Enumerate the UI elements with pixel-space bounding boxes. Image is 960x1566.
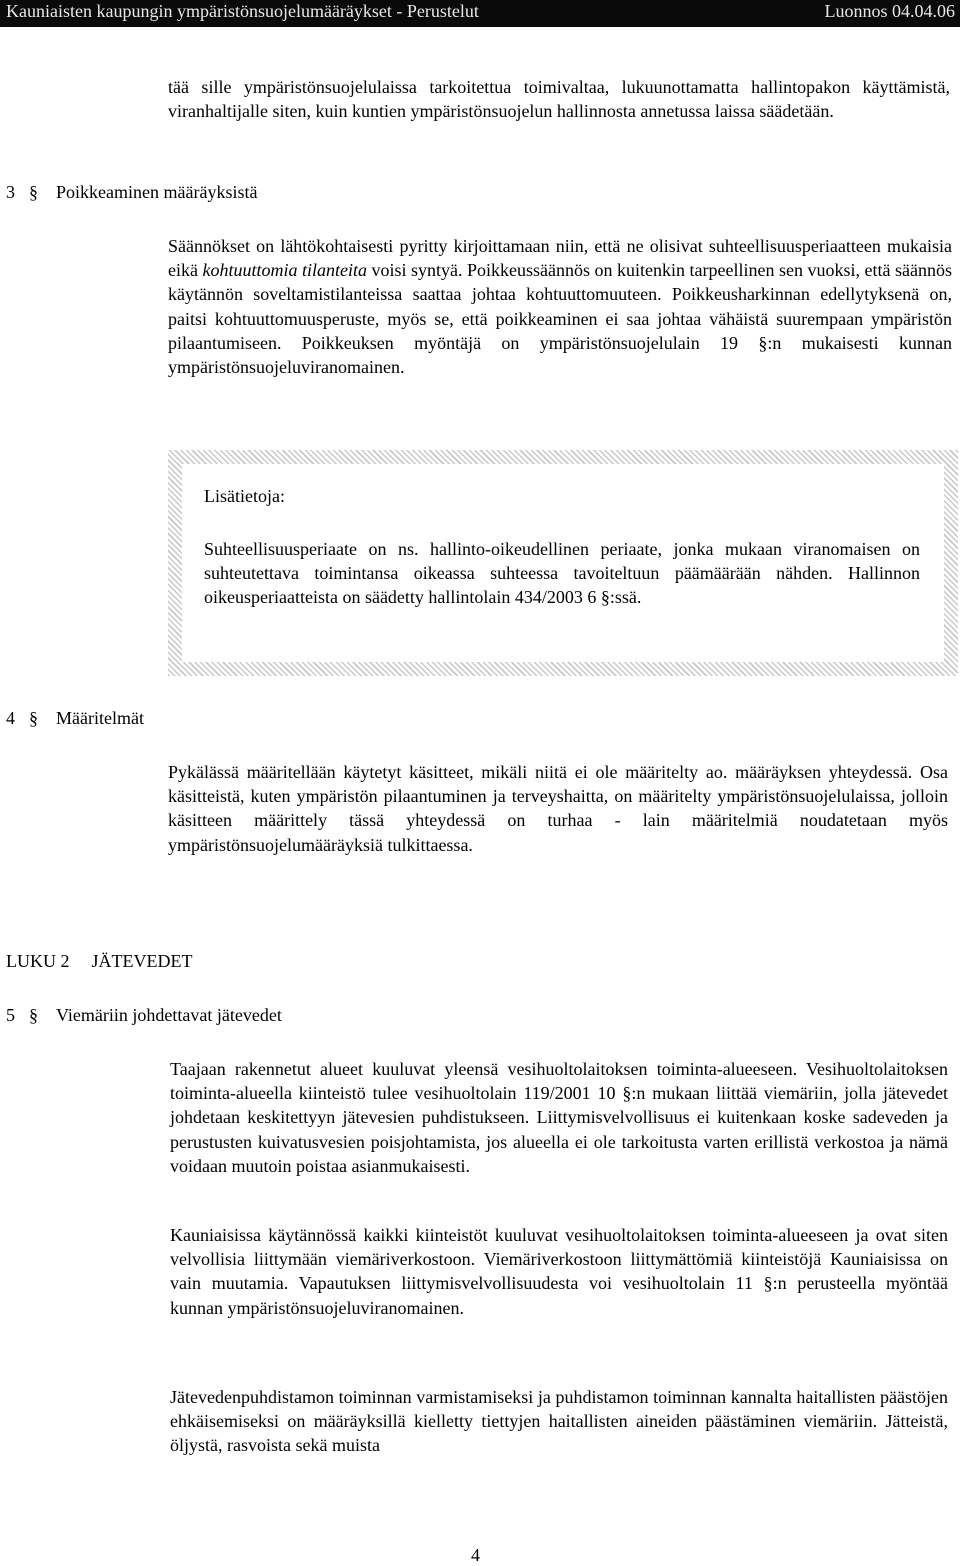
text-run: voisi syntyä. Poikkeussäännös on kuitenkin tarpeellinen sen vuoksi, että säännös käytännön soveltamistilanteissa saattaa johtaa kohtuuttomuuteen. Poikkeusharkinnan edellytyksenä on, paitsi kohtuuttomuusperuste, myös se, että poikkeaminen ei saa johtaa vähäistä suurempaan ympäristön pilaantumiseen. Poikkeuksen myöntäjä on ympäristönsuojelulain 19 §:n mukaisesti kunnan ympäristönsuojeluviranomainen. — [168, 260, 952, 378]
page-number: 4 — [471, 1545, 480, 1565]
section-4-paragraph: Pykälässä määritellään käytetyt käsitteet, mikäli niitä ei ole määritelty ao. määräyksen yhteydessä. Osa käsitteistä, kuten ympäristön pilaantuminen ja terveyshaitta, on määritelty ympäristönsuojelulaissa, jolloin käsitteen määrittely tässä yhteydessä on turhaa - lain määritelmiä noudatetaan myös ympäristönsuojelumääräyksiä tulkittaessa. — [168, 762, 948, 855]
document-header — [0, 0, 960, 27]
section-3-paragraph — [168, 234, 952, 379]
section-title: Määritelmät — [56, 708, 144, 728]
section-title: Poikkeaminen määräyksistä — [56, 182, 258, 202]
section-5-paragraph-1: Taajaan rakennetut alueet kuuluvat yleensä vesihuoltolaitoksen toiminta-alueeseen. Vesihuoltolaitoksen toiminta-alueella kiinteistö tulee vesihuoltolain 119/2001 10 §:n mukaan liittää viemäriin, jolla jätevedet johdetaan keskitettyyn jätevesien puhdistukseen. Liittymisvelvollisuus ei kuitenkaan koske sadeveden ja perustusten kuivatusvesien poisjohtamista, jos alueella ei ole tarkoitusta varten erillistä verkostoa ja nämä voidaan muutoin poistaa asianmukaisesti. — [170, 1059, 948, 1176]
section-5-paragraph-3: Jätevedenpuhdistamon toiminnan varmistamiseksi ja puhdistamon toiminnan kannalta haitallisten päästöjen ehkäisemiseksi on määräyksillä kielletty tiettyjen haitallisten aineiden päästäminen viemäriin. Jätteistä, öljystä, rasvoista sekä muista — [170, 1387, 948, 1456]
section-5-paragraph-2: Kauniaisissa käytännössä kaikki kiinteistöt kuuluvat vesihuoltolaitoksen toiminta-alueeseen ja ovat siten velvollisia liittymään viemäriverkostoon. Viemäriverkostoon liittymättömiä kiinteistöjä Kauniaisissa on vain muutamia. Vapautuksen liittymisvelvollisuudesta voi vesihuoltolain 11 §:n perusteella myöntää kunnan ympäristönsuojeluviranomainen. — [170, 1225, 948, 1318]
draft-date: Luonnos 04.04.06 — [824, 1, 955, 21]
emphasis-text: kohtuuttomia tilanteita — [202, 260, 367, 281]
chapter-heading — [6, 949, 192, 973]
section-symbol: § — [29, 1005, 38, 1025]
chapter-label: LUKU 2 — [6, 951, 70, 971]
section-symbol: § — [29, 708, 38, 728]
info-box-label: Lisätietoja: — [204, 486, 285, 506]
section-4-heading — [6, 706, 144, 730]
intro-paragraph: tää sille ympäristönsuojelulaissa tarkoitettua toimivaltaa, lukuunottamatta hallintopakon käyttämistä, viranhaltijalle siten, kuin kuntien ympäristönsuojelun hallinnosta annetussa laissa säädetään. — [168, 77, 950, 122]
section-symbol: § — [29, 182, 38, 202]
text-run: Säännökset on lähtökohtaisesti pyritty kirjoittamaan niin, että ne olisivat suhteellisuusperiaatteen mukaisia eikä — [168, 236, 952, 281]
section-5-heading — [6, 1003, 282, 1027]
info-box-text: Suhteellisuusperiaate on ns. hallinto-oikeudellinen periaate, jonka mukaan viranomaisen on suhteutettava toimintansa oikeassa suhteessa tavoiteltuun päämäärään nähden. Hallinnon oikeusperiaatteista on säädetty hallintolain 434/2003 6 §:ssä. — [204, 539, 920, 608]
section-number: 3 — [6, 182, 15, 202]
section-3-heading — [6, 180, 257, 204]
section-number: 5 — [6, 1005, 15, 1025]
section-number: 4 — [6, 708, 15, 728]
section-title: Viemäriin johdettavat jätevedet — [56, 1005, 282, 1025]
chapter-title: JÄTEVEDET — [91, 951, 193, 971]
document-title: Kauniaisten kaupungin ympäristönsuojelumääräykset - Perustelut — [6, 1, 479, 21]
